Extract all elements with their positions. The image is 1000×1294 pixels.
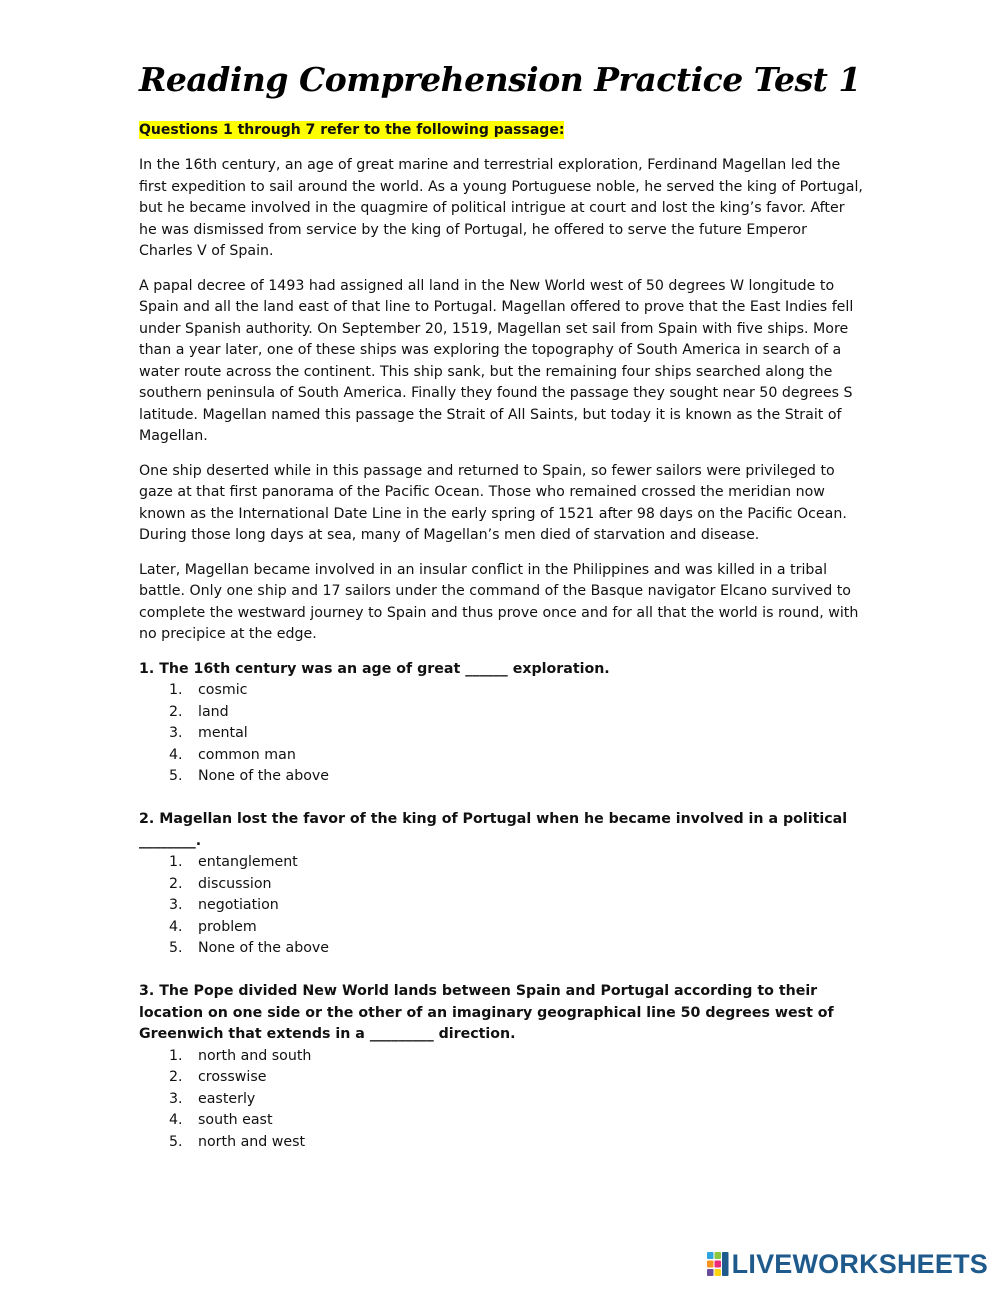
option-number: 3. [169, 1090, 183, 1107]
option-number: 5. [169, 1133, 183, 1150]
reading-passage [139, 155, 863, 646]
page-title: Reading Comprehension Practice Test 1 [139, 60, 861, 99]
option-number: 4. [169, 746, 183, 763]
passage-paragraph: In the 16th century, an age of great marine and terrestrial exploration, Ferdinand Magellan led the first expedition to sail around the world. As a young Portuguese noble, he served the king of Portugal, but he became involved in the quagmire of political intrigue at court and lost the king’s favor. After he was dismissed from service by the king of Portugal, he offered to serve the future Emperor Charles V of Spain. [139, 157, 863, 259]
option-label: None of the above [198, 940, 330, 956]
option-label: crosswise [198, 1069, 267, 1085]
answer-option[interactable] [139, 1089, 863, 1111]
option-number: 4. [169, 918, 183, 935]
answer-option[interactable] [139, 702, 863, 724]
liveworksheets-logo-text: LIVEWORKSHEETS [731, 1249, 988, 1279]
liveworksheets-logo[interactable] [707, 1250, 988, 1278]
answer-option[interactable] [139, 938, 863, 960]
liveworksheets-logo-icon [707, 1252, 729, 1276]
answer-options [139, 1046, 863, 1154]
answer-option[interactable] [139, 1046, 863, 1068]
answer-option[interactable] [139, 852, 863, 874]
answer-option[interactable] [139, 680, 863, 702]
highlighted-intro-text: Questions 1 through 7 refer to the following passage: [139, 122, 565, 138]
answer-option[interactable] [139, 1067, 863, 1089]
answer-options [139, 680, 863, 788]
option-number: 5. [169, 768, 183, 784]
option-number: 2. [169, 1069, 183, 1085]
option-number: 2. [169, 703, 183, 720]
option-label: land [198, 703, 229, 720]
passage-paragraph: Later, Magellan became involved in an insular conflict in the Philippines and was killed in a tribal battle. Only one ship and 17 sailors under the command of the Basque navigator Elcano survived to complete the westward journey to Spain and thus prove once and for all that the world is round, with no precipice at the edge. [139, 561, 859, 642]
answer-option[interactable] [139, 874, 863, 896]
option-label: mental [198, 725, 248, 741]
option-label: problem [198, 918, 257, 935]
question-text: 3. The Pope divided New World lands between Spain and Portugal according to their location on one side or the other of an imaginary geographical line 50 degrees west of Greenwich that extends in a _________ direction. [139, 983, 834, 1042]
option-label: easterly [198, 1090, 256, 1107]
option-number: 1. [169, 854, 183, 870]
option-number: 3. [169, 725, 183, 741]
answer-options [139, 852, 863, 960]
answer-option[interactable] [139, 1110, 863, 1132]
option-number: 2. [169, 875, 183, 892]
option-label: discussion [198, 875, 272, 892]
option-number: 5. [169, 940, 183, 956]
option-number: 3. [169, 897, 183, 913]
option-number: 1. [169, 682, 183, 698]
option-label: south east [198, 1112, 273, 1128]
answer-option[interactable] [139, 766, 863, 788]
option-number: 1. [169, 1047, 183, 1064]
option-label: north and south [198, 1047, 312, 1064]
option-label: entanglement [198, 854, 298, 870]
question-block-3 [139, 981, 863, 1153]
answer-option[interactable] [139, 1132, 863, 1154]
option-label: common man [198, 746, 296, 763]
answer-option[interactable] [139, 917, 863, 939]
option-label: north and west [198, 1133, 306, 1150]
passage-paragraph: One ship deserted while in this passage and returned to Spain, so fewer sailors were privileged to gaze at that first panorama of the Pacific Ocean. Those who remained crossed the meridian now known as the International Date Line in the early spring of 1521 after 98 days on the Pacific Ocean. During those long days at sea, many of Magellan’s men died of starvation and disease. [139, 462, 847, 543]
worksheet-page [139, 56, 863, 1175]
question-block-1 [139, 659, 863, 788]
question-text: 1. The 16th century was an age of great ______ exploration. [139, 660, 610, 677]
answer-option[interactable] [139, 895, 863, 917]
option-label: None of the above [198, 768, 330, 784]
answer-option[interactable] [139, 723, 863, 745]
answer-option[interactable] [139, 745, 863, 767]
option-number: 4. [169, 1112, 183, 1128]
question-block-2 [139, 809, 863, 960]
passage-intro [139, 120, 863, 141]
passage-paragraph: A papal decree of 1493 had assigned all land in the New World west of 50 degrees W longitude to Spain and all the land east of that line to Portugal. Magellan offered to prove that the East Indies fell under Spanish authority. On September 20, 1519, Magellan set sail from Spain with five ships. More than a year later, one of these ships was exploring the topography of South America in search of a water route across the continent. This ship sank, but the remaining four ships searched along the southern peninsula of South America. Finally they found the passage they sought near 50 degrees S latitude. Magellan named this passage the Strait of All Saints, but today it is known as the Strait of Magellan. [139, 277, 854, 444]
option-label: cosmic [198, 682, 248, 698]
option-label: negotiation [198, 897, 279, 913]
question-text: 2. Magellan lost the favor of the king of Portugal when he became involved in a political ________. [139, 811, 848, 849]
